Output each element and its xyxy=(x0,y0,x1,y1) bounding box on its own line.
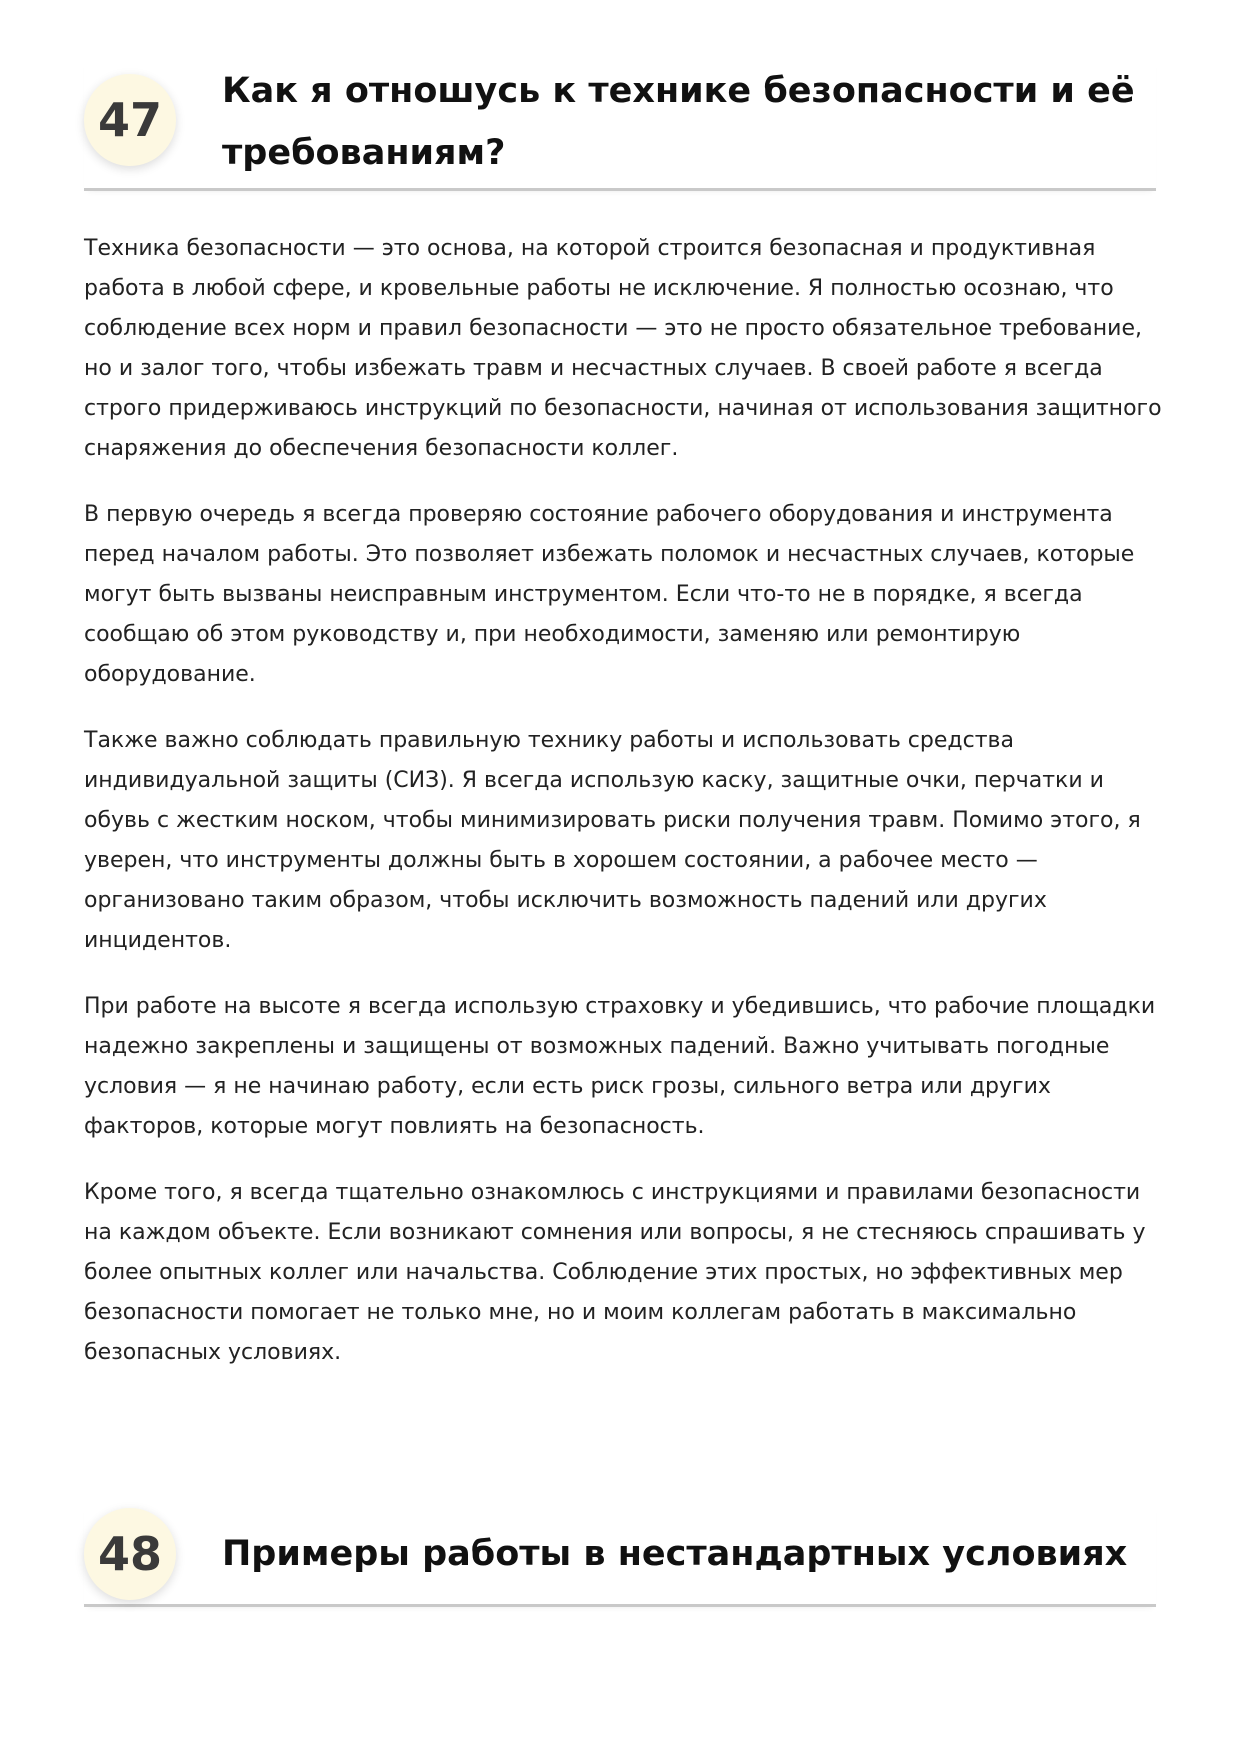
section-title: Примеры работы в нестандартных условиях xyxy=(222,1534,1128,1574)
section-number-badge: 48 xyxy=(84,1508,176,1600)
paragraph: В первую очередь я всегда проверяю состояние рабочего оборудования и инструмента перед началом работы. Это позволяет избежать поломок и несчастных случаев, которые могут быть вызваны неисправным инструментом. Если что-то не в порядке, я всегда сообщаю об этом руководству и, при необходимости, заменяю или ремонтирую оборудование. xyxy=(84,502,1135,687)
paragraph: Техника безопасности — это основа, на которой строится безопасная и продуктивная работа в любой сфере, и кровельные работы не исключение. Я полностью осознаю, что соблюдение всех норм и правил безопасности — это не просто обязательное требование, но и залог того, чтобы избежать травм и несчастных случаев. В своей работе я всегда строго придерживаюсь инструкций по безопасности, начиная от использования защитного снаряжения до обеспечения безопасности коллег. xyxy=(84,236,1162,461)
section-48 xyxy=(84,1505,1156,1607)
paragraph: При работе на высоте я всегда использую страховку и убедившись, что рабочие площадки надежно закреплены и защищены от возможных падений. Важно учитывать погодные условия — я не начинаю работу, если есть риск грозы, сильного ветра или других факторов, которые могут повлиять на безопасность. xyxy=(84,994,1156,1139)
section-header xyxy=(84,1505,1156,1607)
section-47-body xyxy=(84,229,1164,1399)
section-title: Как я отношусь к технике безопасности и её требованиям? xyxy=(222,71,1135,173)
section-header xyxy=(84,60,1156,191)
paragraph: Также важно соблюдать правильную технику работы и использовать средства индивидуальной защиты (СИЗ). Я всегда использую каску, защитные очки, перчатки и обувь с жестким носком, чтобы минимизировать риски получения травм. Помимо этого, я уверен, что инструменты должны быть в хорошем состоянии, а рабочее место — организовано таким образом, чтобы исключить возможность падений или других инцидентов. xyxy=(84,728,1141,953)
section-47 xyxy=(84,60,1156,191)
paragraph: Кроме того, я всегда тщательно ознакомлюсь с инструкциями и правилами безопасности на каждом объекте. Если возникают сомнения или вопросы, я не стесняюсь спрашивать у более опытных коллег или начальства. Соблюдение этих простых, но эффективных мер безопасности помогает не только мне, но и моим коллегам работать в максимально безопасных условиях. xyxy=(84,1180,1146,1365)
section-number-badge: 47 xyxy=(84,74,176,166)
